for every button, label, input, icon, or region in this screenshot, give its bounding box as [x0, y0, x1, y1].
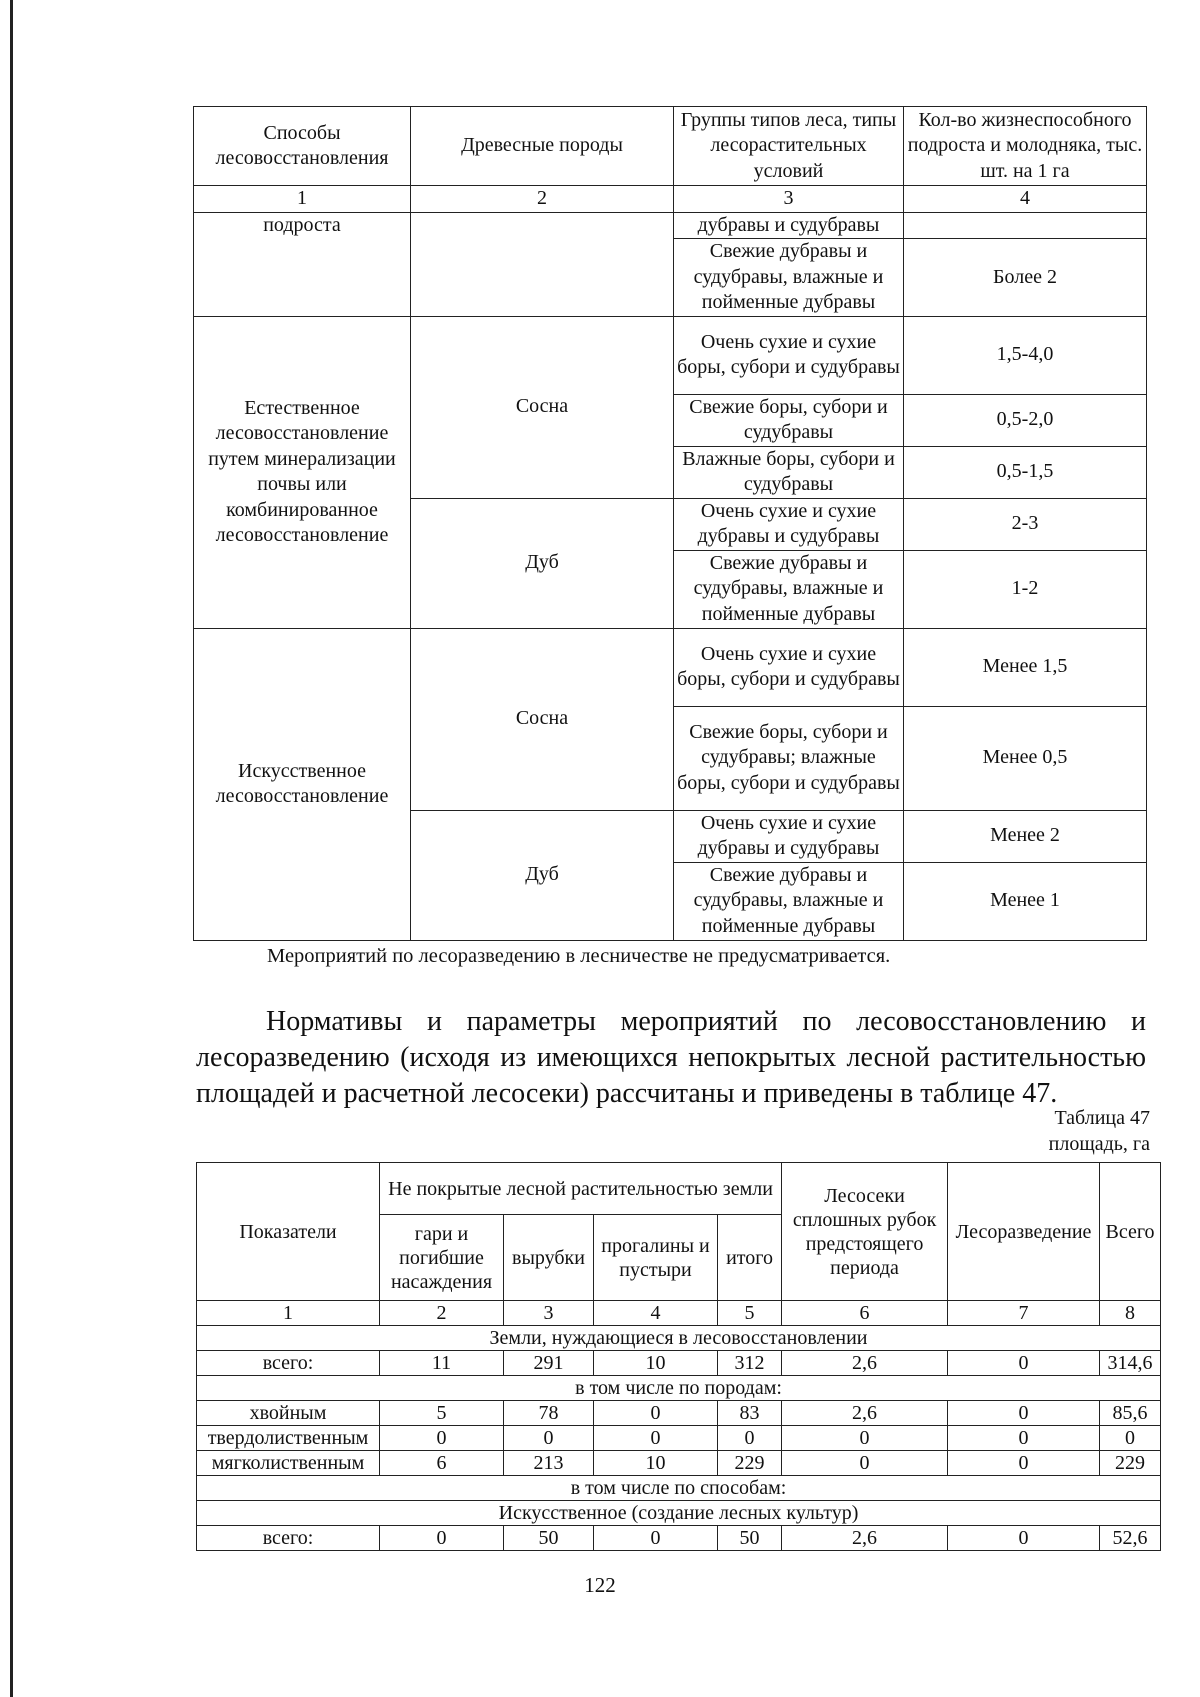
t2-cell: 0	[782, 1426, 948, 1451]
t2-cell: 0	[948, 1351, 1100, 1376]
t2-cell: 0	[380, 1526, 504, 1551]
t1-method: подроста	[194, 212, 411, 316]
t1-col-number: 4	[904, 186, 1147, 213]
t2-col-number: 3	[504, 1301, 594, 1326]
t2-cell: 0	[504, 1426, 594, 1451]
t2-row-label: всего:	[197, 1351, 380, 1376]
t2-row-label: всего:	[197, 1526, 380, 1551]
t2-cell: 2,6	[782, 1526, 948, 1551]
t2-cell: 10	[594, 1351, 718, 1376]
t1-conditions: Очень сухие и сухие дубравы и судубравы	[674, 498, 904, 550]
t2-section-title: в том числе по породам:	[197, 1376, 1161, 1401]
t2-row-label: хвойным	[197, 1401, 380, 1426]
t2-cell: 5	[380, 1401, 504, 1426]
body-paragraph	[196, 1004, 1146, 1112]
t2-cell: 0	[782, 1451, 948, 1476]
t2-cell: 0	[594, 1401, 718, 1426]
t2-cell: 0	[718, 1426, 782, 1451]
t1-conditions: Свежие боры, субори и судубравы; влажные боры, субори и судубравы	[674, 706, 904, 810]
t1-header-conditions: Группы типов леса, типы лесорастительных условий	[674, 107, 904, 186]
t2-col-number: 2	[380, 1301, 504, 1326]
t1-value: Менее 0,5	[904, 706, 1147, 810]
t2-col-number: 7	[948, 1301, 1100, 1326]
t2-cell: 10	[594, 1451, 718, 1476]
t2-cell: 50	[718, 1526, 782, 1551]
t2-cell: 11	[380, 1351, 504, 1376]
t1-conditions: Свежие боры, субори и судубравы	[674, 394, 904, 446]
t2-cell: 213	[504, 1451, 594, 1476]
t2-cell: 314,6	[1100, 1351, 1161, 1376]
t2-cell: 0	[380, 1426, 504, 1451]
t2-cell: 2,6	[782, 1351, 948, 1376]
t1-value: 1,5-4,0	[904, 316, 1147, 394]
t2-section-title: Искусственное (создание лесных культур)	[197, 1501, 1161, 1526]
t1-value: 2-3	[904, 498, 1147, 550]
t1-value: Менее 1,5	[904, 628, 1147, 706]
t2-cell: 52,6	[1100, 1526, 1161, 1551]
t1-col-number: 3	[674, 186, 904, 213]
t2-header-afforestation: Лесоразведение	[948, 1163, 1100, 1301]
t2-header-total-uncovered: итого	[718, 1215, 782, 1301]
t1-value: Менее 1	[904, 862, 1147, 940]
table-title: Таблица 47	[1054, 1107, 1150, 1129]
t2-section-title: в том числе по способам:	[197, 1476, 1161, 1501]
afforestation-note: Мероприятий по лесоразведению в лесничестве не предусматривается.	[267, 945, 891, 967]
t1-conditions: Очень сухие и сухие боры, субори и судубравы	[674, 316, 904, 394]
t2-cell: 78	[504, 1401, 594, 1426]
t2-cell: 0	[594, 1426, 718, 1451]
t2-cell: 229	[1100, 1451, 1161, 1476]
t2-header-cutting-areas: Лесосеки сплошных рубок предстоящего периода	[782, 1163, 948, 1301]
t2-cell: 50	[504, 1526, 594, 1551]
t2-col-number: 8	[1100, 1301, 1161, 1326]
table-units: площадь, га	[1048, 1133, 1150, 1155]
t1-value: 0,5-1,5	[904, 446, 1147, 498]
t2-cell: 85,6	[1100, 1401, 1161, 1426]
scan-edge	[10, 0, 13, 1697]
t1-conditions: Свежие дубравы и судубравы, влажные и пойменные дубравы	[674, 550, 904, 628]
t1-conditions: Очень сухие и сухие дубравы и судубравы	[674, 810, 904, 862]
t1-value: 1-2	[904, 550, 1147, 628]
t2-cell: 312	[718, 1351, 782, 1376]
t2-row-label: твердолиственным	[197, 1426, 380, 1451]
t2-col-number: 1	[197, 1301, 380, 1326]
t1-species: Сосна	[411, 628, 674, 810]
t2-cell: 83	[718, 1401, 782, 1426]
t1-col-number: 1	[194, 186, 411, 213]
t2-cell: 6	[380, 1451, 504, 1476]
t2-cell: 0	[948, 1426, 1100, 1451]
t1-method: Искусственное лесовосстановление	[194, 628, 411, 940]
t1-value: Более 2	[904, 239, 1147, 317]
t2-col-number: 6	[782, 1301, 948, 1326]
t2-cell: 0	[948, 1451, 1100, 1476]
t2-header-clearcuts: вырубки	[504, 1215, 594, 1301]
t2-cell: 229	[718, 1451, 782, 1476]
t2-row-label: мягколиственным	[197, 1451, 380, 1476]
t1-species: Дуб	[411, 498, 674, 628]
reforestation-methods-table	[193, 106, 1147, 941]
t2-cell: 0	[1100, 1426, 1161, 1451]
t1-species: Сосна	[411, 316, 674, 498]
t1-conditions: Свежие дубравы и судубравы, влажные и пойменные дубравы	[674, 239, 904, 317]
t2-cell: 291	[504, 1351, 594, 1376]
t2-header-burned: гари и погибшие насаждения	[380, 1215, 504, 1301]
t2-col-number: 4	[594, 1301, 718, 1326]
t2-cell: 0	[948, 1401, 1100, 1426]
t1-value	[904, 212, 1147, 239]
t2-cell: 2,6	[782, 1401, 948, 1426]
t1-value: Менее 2	[904, 810, 1147, 862]
t1-conditions: Очень сухие и сухие боры, субори и судубравы	[674, 628, 904, 706]
t2-header-glades: прогалины и пустыри	[594, 1215, 718, 1301]
t2-header-indicator: Показатели	[197, 1163, 380, 1301]
t1-header-species: Древесные породы	[411, 107, 674, 186]
t1-method: Естественное лесовосстановление путем минерализации почвы или комбинированное лесовосстановление	[194, 316, 411, 628]
t2-cell: 0	[594, 1526, 718, 1551]
t2-col-number: 5	[718, 1301, 782, 1326]
t2-section-title: Земли, нуждающиеся в лесовосстановлении	[197, 1326, 1161, 1351]
t1-col-number: 2	[411, 186, 674, 213]
page-number: 122	[584, 1573, 616, 1597]
reforestation-norms-table	[196, 1162, 1161, 1551]
t1-conditions: Влажные боры, субори и судубравы	[674, 446, 904, 498]
t1-species: Дуб	[411, 810, 674, 940]
t2-header-total: Всего	[1100, 1163, 1161, 1301]
paragraph-text: Нормативы и параметры мероприятий по лесовосстановлению и лесоразведению (исходя из имеющихся непокрытых лесной растительностью площадей и расчетной лесосеки) рассчитаны и приведены в таблице 47.	[196, 1006, 1146, 1109]
t1-value: 0,5-2,0	[904, 394, 1147, 446]
t1-conditions: дубравы и судубравы	[674, 212, 904, 239]
t2-header-uncovered: Не покрытые лесной растительностью земли	[380, 1163, 782, 1215]
t1-header-quantity: Кол-во жизнеспособного подроста и молодняка, тыс. шт. на 1 га	[904, 107, 1147, 186]
table-caption	[1049, 1105, 1150, 1157]
t2-cell: 0	[948, 1526, 1100, 1551]
t1-conditions: Свежие дубравы и судубравы, влажные и пойменные дубравы	[674, 862, 904, 940]
t1-species-empty	[411, 212, 674, 316]
t1-header-method: Способы лесовосстановления	[194, 107, 411, 186]
